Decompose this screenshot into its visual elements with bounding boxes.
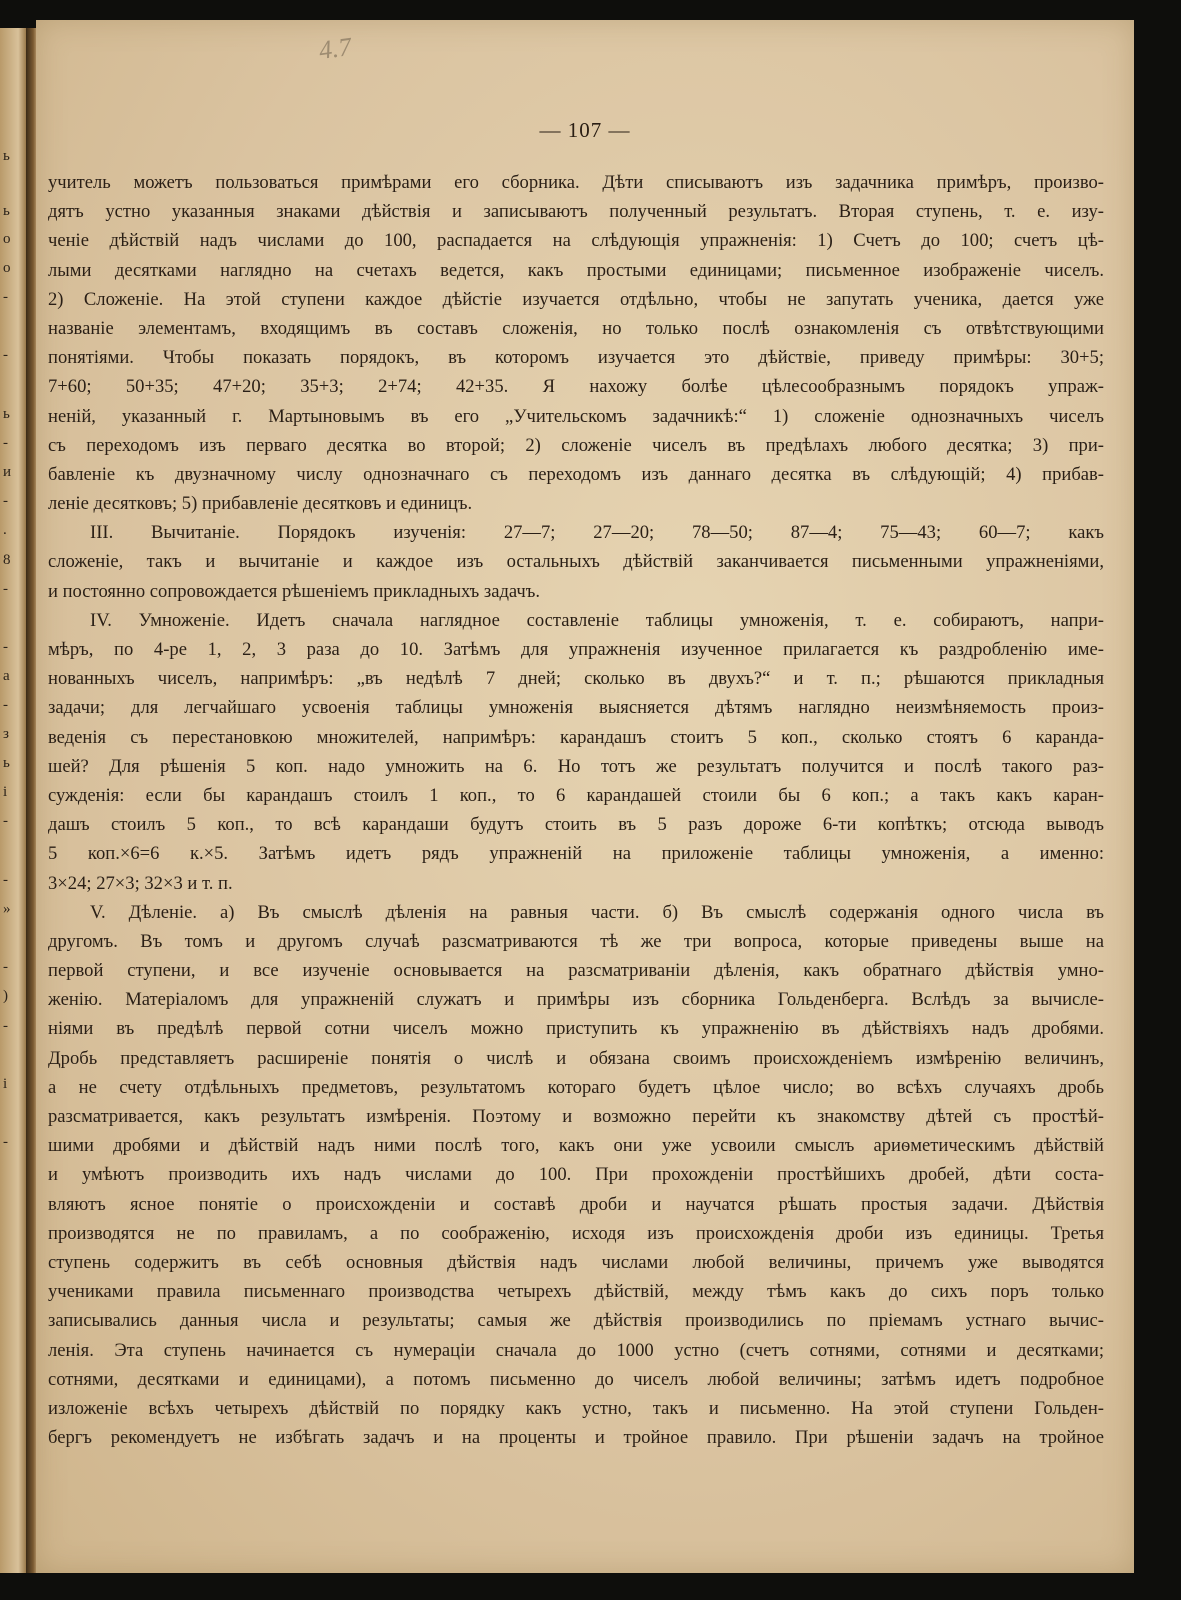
left-margin-fragment: - bbox=[3, 697, 8, 713]
text-line: дятъ устно указанныя знаками дѣйствія и записываютъ полученный результатъ. Вторая ступень, т. е. изу- bbox=[48, 201, 1104, 223]
text-line: сужденія: если бы карандашъ стоилъ 1 коп., то 6 карандашей стоили бы 6 коп.; а такъ какъ каран- bbox=[48, 784, 1104, 806]
left-margin-fragment: - bbox=[3, 581, 8, 597]
book-page bbox=[36, 20, 1134, 1573]
left-margin-fragment: о bbox=[3, 231, 11, 247]
text-line: 7+60; 50+35; 47+20; 35+3; 2+74; 42+35. Я нахожу болѣе цѣлесообразнымъ порядокъ упраж- bbox=[48, 376, 1104, 398]
left-margin-fragment: . bbox=[3, 522, 7, 538]
page-text bbox=[48, 168, 1104, 1481]
text-line bbox=[48, 1452, 1104, 1481]
text-line: дашъ стоилъ 5 коп., то всѣ карандаши будутъ стоить въ 5 разъ дороже 6-ти копѣткъ; отсюда выводъ bbox=[48, 814, 1104, 836]
left-margin-fragment: - bbox=[3, 435, 8, 451]
left-margin-fragment: - bbox=[3, 493, 8, 509]
left-margin-fragment: і bbox=[3, 784, 8, 800]
text-line: и умѣютъ производить ихъ надъ числами до 100. При прохожденіи простѣйшихъ дробей, дѣти соста- bbox=[48, 1164, 1104, 1186]
text-line: 3×24; 27×3; 32×3 и т. п. bbox=[48, 872, 233, 894]
text-line: а не счету отдѣльныхъ предметовъ, результатомъ котораго будетъ цѣлое число; во всѣхъ случаяхъ дробь bbox=[48, 1076, 1104, 1098]
text-line: нованныхъ чиселъ, напримѣръ: „въ недѣлѣ 7 дней; сколько въ двухъ?“ и т. п.; рѣшаются прикладныя bbox=[48, 668, 1104, 690]
left-margin-fragment: - bbox=[3, 1134, 8, 1150]
left-margin-fragment: - bbox=[3, 1018, 8, 1034]
text-line: лыми десятками наглядно на счетахъ ведется, какъ простыми единицами; письменное изображеніе чиселъ. bbox=[48, 259, 1104, 281]
left-page-edge bbox=[0, 28, 26, 1573]
text-line: сложеніе, такъ и вычитаніе и каждое изъ остальныхъ дѣйствій заканчивается письменными упражненіями, bbox=[48, 551, 1104, 573]
text-line: Дробь представляетъ расширеніе понятія о числѣ и обязана своимъ происхожденіемъ измѣренію величинъ, bbox=[48, 1047, 1104, 1069]
left-margin-fragment: » bbox=[3, 901, 11, 917]
text-line: веденія съ перестановкою множителей, напримѣръ: карандашъ стоитъ 5 коп., сколько стоятъ 6 каранда- bbox=[48, 726, 1104, 748]
text-line: ступень содержитъ въ себѣ основныя дѣйствія надъ числами любой величины, причемъ уже выводятся bbox=[48, 1251, 1104, 1273]
text-line: съ переходомъ изъ перваго десятка во второй; 2) сложеніе чиселъ въ предѣлахъ любого десятка; 3) при- bbox=[48, 434, 1104, 456]
left-margin-fragment: - bbox=[3, 289, 8, 305]
text-line: ченіе дѣйствій надъ числами до 100, распадается на слѣдующія упражненія: 1) Счетъ до 100; счетъ цѣ- bbox=[48, 230, 1104, 252]
left-margin-fragment: ) bbox=[3, 988, 8, 1004]
section-heading-subtraction: III. Вычитаніе. Порядокъ изученія: 27—7; 27—20; 78—50; 87—4; 75—43; 60—7; какъ bbox=[90, 522, 1104, 544]
left-margin-fragment: а bbox=[3, 668, 10, 684]
text-line: ніями въ предѣлѣ первой сотни чиселъ можно приступить къ упражненію въ дѣйствіяхъ надъ дробями. bbox=[48, 1018, 1104, 1040]
text-line: женію. Матеріаломъ для упражненій служатъ и примѣры изъ сборника Гольденберга. Вслѣдъ за вычисле- bbox=[48, 989, 1104, 1011]
text-line: леніе десятковъ; 5) прибавленіе десятковъ и единицъ. bbox=[48, 493, 473, 515]
left-margin-fragment: - bbox=[3, 872, 8, 888]
text-line: записывались данныя числа и результаты; самыя же дѣйствія производились по пріемамъ устнаго вычис- bbox=[48, 1310, 1104, 1332]
text-line: шей? Для рѣшенія 5 коп. надо умножить на 6. Но тотъ же результатъ получится и послѣ такого раз- bbox=[48, 755, 1104, 777]
text-line: сотнями, десятками и единицами), а потомъ письменно до чиселъ любой величины; затѣмъ идетъ подробное bbox=[48, 1368, 1104, 1390]
left-margin-fragment: 8 bbox=[3, 552, 11, 568]
text-line: мѣръ, по 4-ре 1, 2, 3 раза до 10. Затѣмъ для упражненія изученное прилагается къ раздробленію име- bbox=[48, 639, 1104, 660]
section-heading-multiplication: IV. Умноженіе. Идетъ сначала наглядное составленіе таблицы умноженія, т. е. собираютъ, напри- bbox=[90, 609, 1104, 631]
text-line: названіе элементамъ, входящимъ въ составъ сложенія, но только послѣ ознакомленія съ отвѣтствующими bbox=[48, 317, 1104, 339]
page-number: — 107 — bbox=[539, 118, 631, 142]
text-line: понятіями. Чтобы показать порядокъ, въ которомъ изучается это дѣйствіе, приведу примѣры: 30+5; bbox=[48, 347, 1104, 369]
left-margin-fragment: і bbox=[3, 1076, 8, 1092]
text-line: бавленіе къ двузначному числу однозначнаго съ переходомъ изъ даннаго десятка въ слѣдующій; 4) прибав- bbox=[48, 463, 1104, 485]
text-line: разсматривается, какъ результатъ измѣренія. Поэтому и возможно перейти къ знакомству дѣтей съ простѣй- bbox=[48, 1106, 1104, 1127]
text-line: шими дробями и дѣйствій надъ ними послѣ того, какъ они уже усвоили смыслъ ариѳметическимъ дѣйствій bbox=[48, 1135, 1104, 1157]
left-margin-fragment: ь bbox=[3, 755, 10, 771]
text-line: ленія. Эта ступень начинается съ нумераціи сначала до 1000 устно (счетъ сотнями, сотнями и десятками; bbox=[48, 1339, 1104, 1361]
section-heading-division: V. Дѣленіе. а) Въ смыслѣ дѣленія на равныя части. б) Въ смыслѣ содержанія одного числа въ bbox=[90, 901, 1104, 923]
text-line: изложеніе всѣхъ четырехъ дѣйствій по порядку какъ устно, такъ и письменно. На этой ступени Гольден- bbox=[48, 1397, 1104, 1419]
text-line: первой ступени, и все изученіе основывается на разсматриваніи дѣленія, какъ обратнаго дѣйствія умно- bbox=[48, 960, 1104, 982]
left-margin-fragment: ь bbox=[3, 406, 10, 422]
left-margin-fragment: - bbox=[3, 639, 8, 655]
text-line: задачи; для легчайшаго усвоенія таблицы умноженія выясняется дѣтямъ наглядно неизмѣняемость произ- bbox=[48, 697, 1104, 719]
text-line: 5 коп.×6=6 к.×5. Затѣмъ идетъ рядъ упражненій на приложеніе таблицы умноженія, а именно: bbox=[48, 843, 1104, 865]
text-line: производятся не по правиламъ, а по соображенію, исходя изъ происхожденія дроби изъ единицы. Третья bbox=[48, 1222, 1104, 1244]
text-line: бергъ рекомендуетъ не избѣгать задачъ и на проценты и тройное правило. При рѣшеніи задачъ на тройное bbox=[48, 1427, 1104, 1449]
text-line: другомъ. Въ томъ и другомъ случаѣ разсматриваются тѣ же три вопроса, которые приведены выше на bbox=[48, 930, 1104, 952]
left-margin-fragment: ь bbox=[3, 203, 10, 219]
left-margin-fragment: - bbox=[3, 347, 8, 363]
text-line: 2) Сложеніе. На этой ступени каждое дѣйстіе изучается отдѣльно, чтобы не запутать ученика, дается уже bbox=[48, 288, 1104, 310]
text-line: неній, указанный г. Мартыновымъ въ его „Учительскомъ задачникѣ:“ 1) сложеніе однозначныхъ чиселъ bbox=[48, 405, 1104, 427]
left-margin-fragment: - bbox=[3, 959, 8, 975]
text-line: учениками правила письменнаго производства четырехъ дѣйствій, между тѣмъ какъ до сихъ поръ только bbox=[48, 1281, 1104, 1303]
left-margin-fragment: о bbox=[3, 260, 11, 276]
left-margin-fragment: - bbox=[3, 813, 8, 829]
text-line: учитель можетъ пользоваться примѣрами его сборника. Дѣти списываютъ изъ задачника примѣръ, произво- bbox=[48, 172, 1104, 193]
text-line: и постоянно сопровождается рѣшеніемъ прикладныхъ задачъ. bbox=[48, 580, 541, 602]
pencil-scribble: 4.7 bbox=[317, 31, 354, 66]
text-line: вляютъ ясное понятіе о происхожденіи и составѣ дроби и научатся рѣшать простыя задачи. Дѣйствія bbox=[48, 1193, 1104, 1215]
left-margin-fragment: ь bbox=[3, 148, 10, 164]
left-margin-fragment: з bbox=[3, 726, 9, 742]
left-margin-fragment: и bbox=[3, 464, 12, 480]
